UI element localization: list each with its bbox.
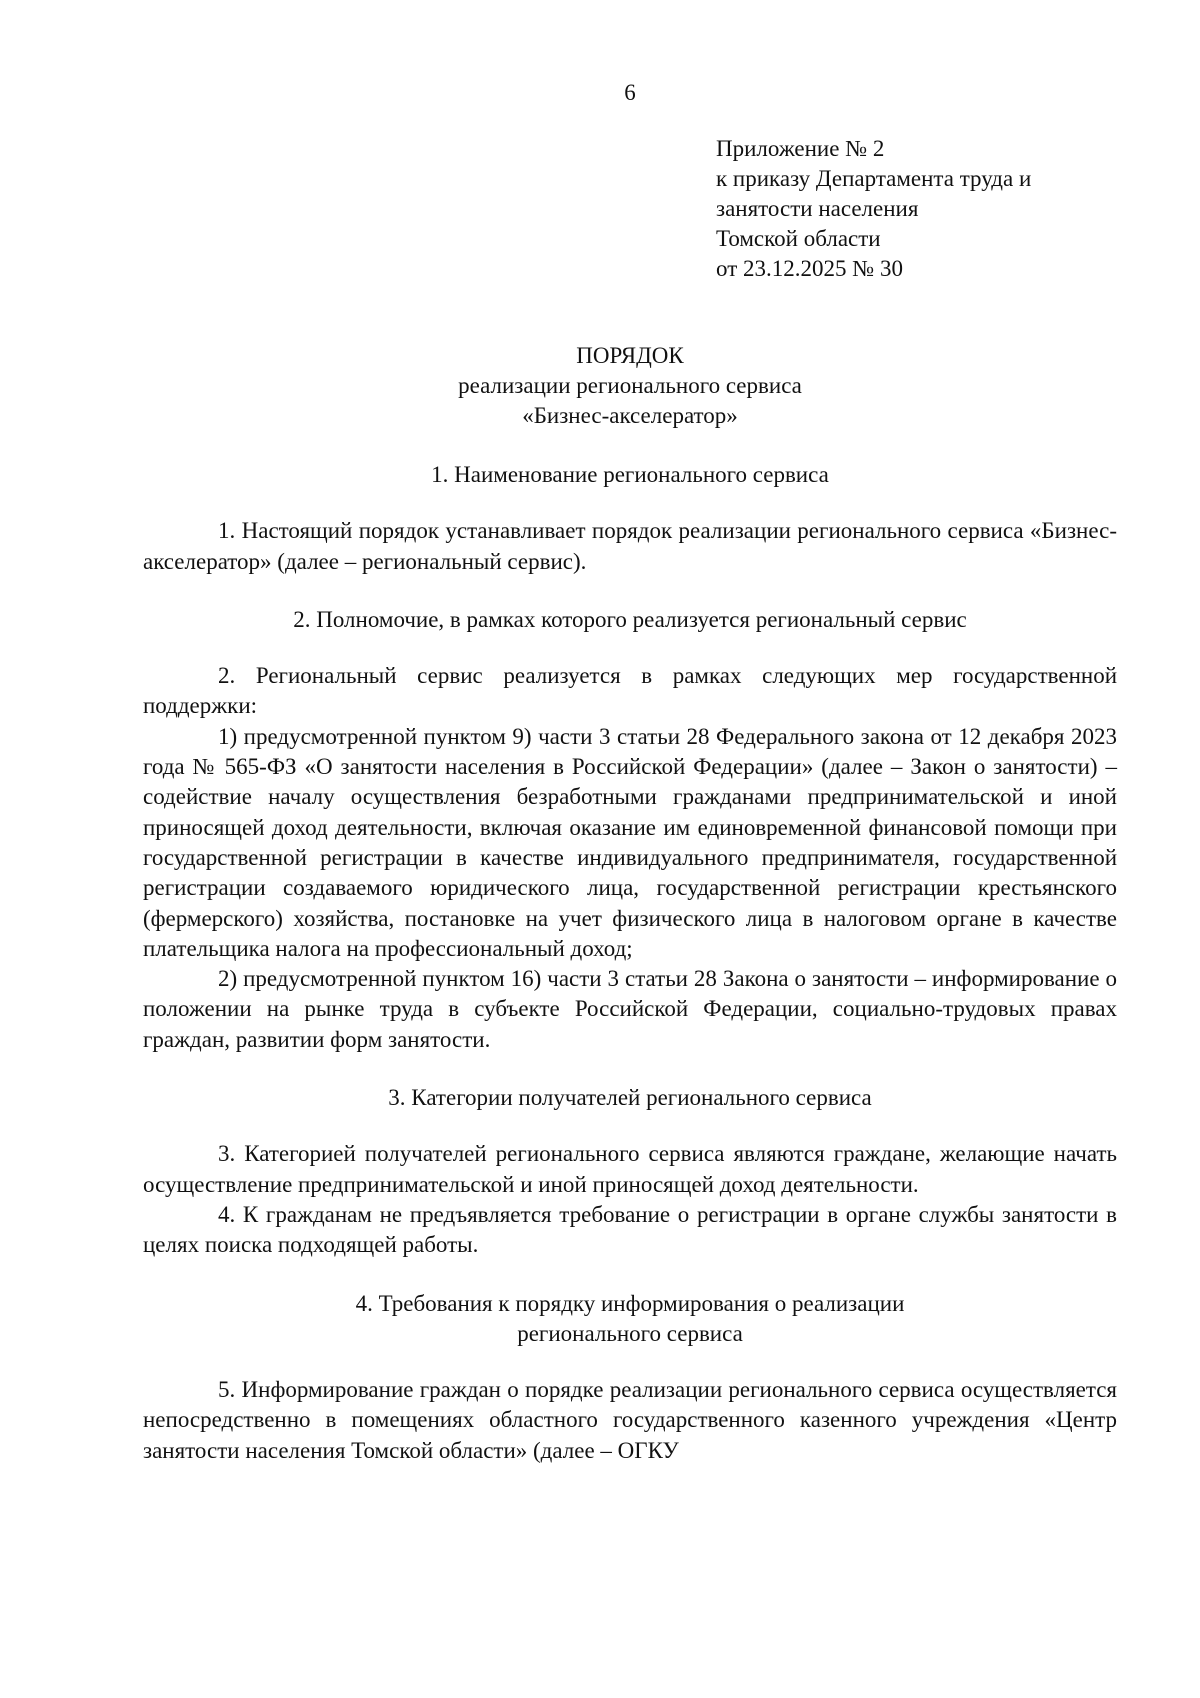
appendix-line: Томской области (716, 226, 881, 251)
section-heading: 2. Полномочие, в рамках которого реализуется региональный сервис (293, 606, 967, 632)
title-subtitle: реализации регионального сервиса (458, 373, 802, 398)
section-heading: 4. Требования к порядку информирования о реализации (355, 1290, 905, 1316)
section-heading: регионального сервиса (517, 1320, 743, 1346)
paragraph: 2) предусмотренной пунктом 16) части 3 статьи 28 Закона о занятости – информирование о положении на рынке труда в субъекте Российской Федерации, социально-трудовых правах граждан, развитии форм занятости. (143, 966, 1117, 1052)
appendix-line: занятости населения (716, 196, 919, 221)
paragraph: 1. Настоящий порядок устанавливает порядок реализации регионального сервиса «Бизнес-акселератор» (далее – региональный сервис). (143, 518, 1117, 574)
appendix-line: к приказу Департамента труда и (716, 166, 1032, 191)
title-main: ПОРЯДОК (576, 343, 684, 368)
paragraph: 1) предусмотренной пунктом 9) части 3 статьи 28 Федерального закона от 12 декабря 2023 года № 565-ФЗ «О занятости населения в Российской Федерации» (далее – Закон о занятости) – содействие началу осуществления безработными гражданами предпринимательской и иной приносящей доход деятельности, включая оказание им единовременной финансовой помощи при государственной регистрации в качестве индивидуального предпринимателя, государственной регистрации создаваемого юридического лица, государственной регистрации крестьянского (фермерского) хозяйства, постановке на учет физического лица в налоговом органе в качестве плательщика налога на профессиональный доход; (143, 723, 1117, 961)
paragraph: 4. К гражданам не предъявляется требование о регистрации в органе службы занятости в целях поиска подходящей работы. (143, 1201, 1117, 1258)
appendix-line: от 23.12.2025 № 30 (716, 256, 903, 281)
appendix-line: Приложение № 2 (716, 136, 885, 161)
appendix-block (716, 134, 1031, 284)
paragraph: 2. Региональный сервис реализуется в рамках следующих мер государственной поддержки: (143, 663, 1117, 719)
section-heading: 3. Категории получателей регионального сервиса (388, 1085, 872, 1111)
document-title (140, 341, 1120, 431)
page-number: 6 (624, 80, 636, 105)
paragraph: 5. Информирование граждан о порядке реализации регионального сервиса осуществляется непосредственно в помещениях областного государственного казенного учреждения «Центр занятости населения Томской области» (далее – ОГКУ (143, 1377, 1117, 1463)
document-body (143, 460, 1117, 1466)
title-subtitle: «Бизнес-акселератор» (522, 403, 738, 428)
section-heading: 1. Наименование регионального сервиса (431, 462, 829, 487)
paragraph: 3. Категорией получателей регионального сервиса являются граждане, желающие начать осуществление предпринимательской и иной приносящей доход деятельности. (143, 1141, 1117, 1197)
